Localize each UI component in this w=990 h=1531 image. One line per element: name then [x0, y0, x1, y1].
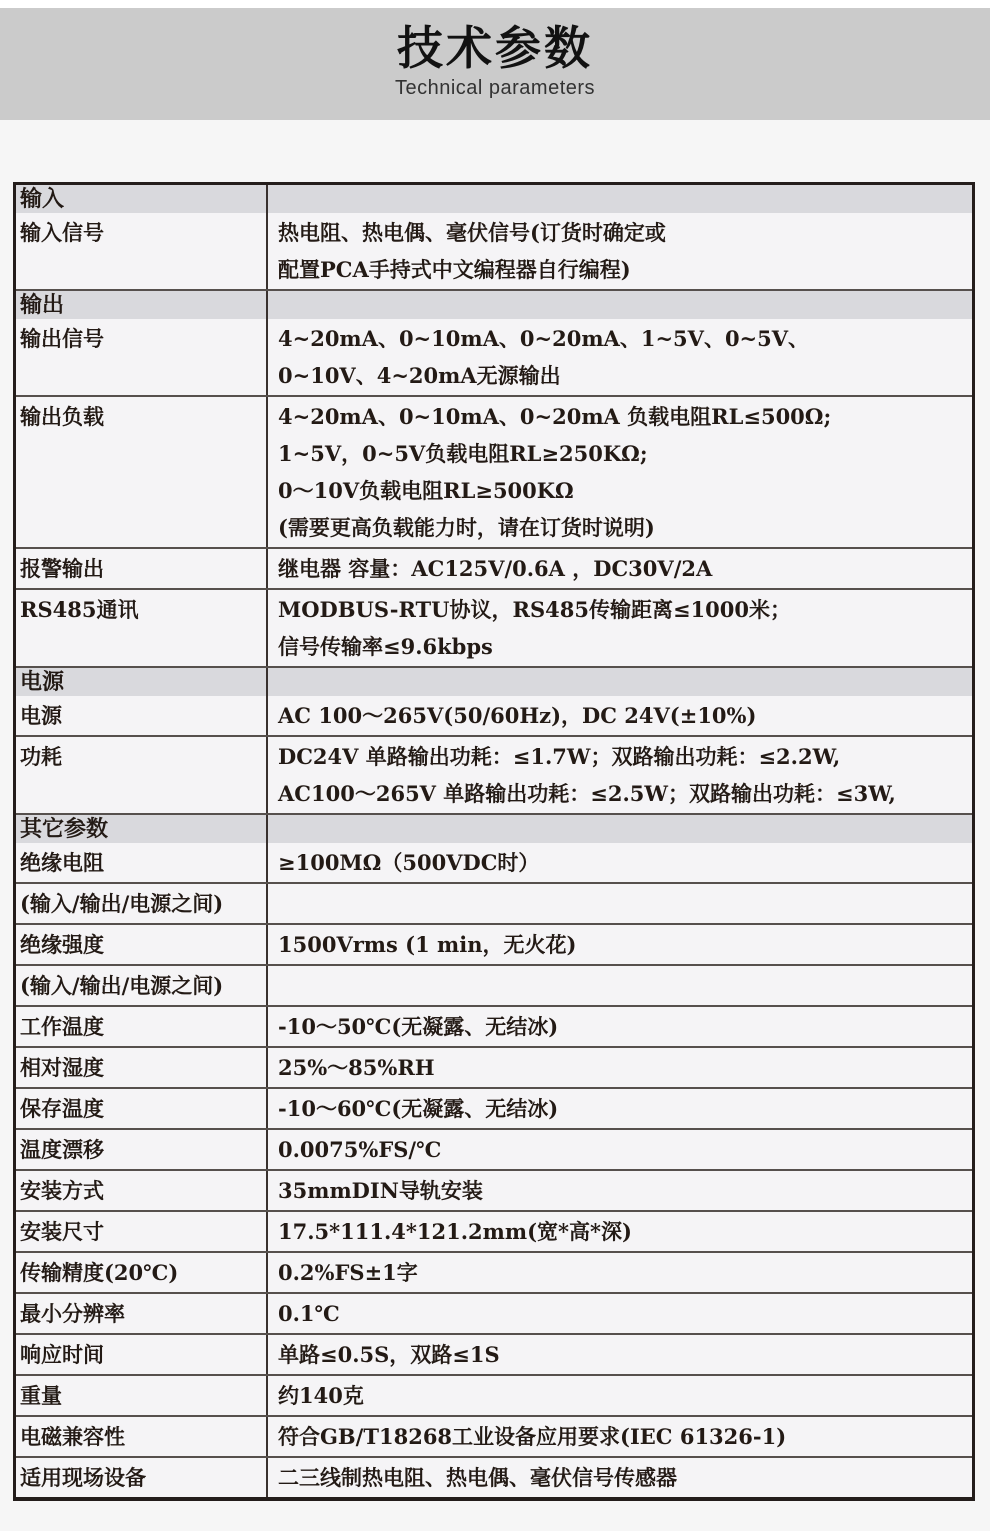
param-value	[268, 925, 972, 964]
param-value-line: 信号传输率≤9.6kbps	[278, 634, 493, 659]
param-value-line: ≥100MΩ（500VDC时）	[278, 850, 540, 875]
param-value	[268, 1458, 972, 1497]
param-label: 重量	[16, 1376, 268, 1415]
page-subtitle: Technical parameters	[394, 77, 596, 99]
section-label: 输入	[16, 185, 268, 213]
param-value	[268, 1253, 972, 1292]
param-label: (输入/输出/电源之间)	[16, 966, 268, 1005]
param-value-line: 单路≤0.5S，双路≤1S	[278, 1342, 500, 1367]
table-row	[16, 696, 972, 737]
param-value-line: 0.0075%FS/℃	[278, 1137, 442, 1162]
param-value-line	[278, 967, 966, 1004]
param-value-line: 0~10V、4~20mA无源输出	[278, 363, 561, 388]
section-label: 电源	[16, 668, 268, 696]
table-row	[16, 319, 972, 397]
param-value-line: 符合GB/T18268工业设备应用要求(IEC 61326-1)	[278, 1424, 787, 1449]
param-value-line: 35mmDIN导轨安装	[278, 1178, 483, 1203]
param-label: 电磁兼容性	[16, 1417, 268, 1456]
param-label: 功耗	[16, 737, 268, 813]
spec-table	[13, 182, 975, 1501]
param-label: 相对湿度	[16, 1048, 268, 1087]
section-value-spacer	[268, 815, 972, 843]
param-value-line: 0～10V负载电阻RL≥500KΩ	[278, 478, 574, 503]
param-label: 绝缘电阻	[16, 843, 268, 882]
section-row	[16, 291, 972, 319]
param-value	[268, 549, 972, 588]
param-value	[268, 1130, 972, 1169]
param-label: 输出负载	[16, 397, 268, 547]
param-label: 报警输出	[16, 549, 268, 588]
table-row	[16, 737, 972, 815]
page-title: 技术参数	[397, 22, 593, 74]
section-value-spacer	[268, 668, 972, 696]
param-label: (输入/输出/电源之间)	[16, 884, 268, 923]
param-value	[268, 696, 972, 735]
param-value-line: 25%～85%RH	[278, 1055, 435, 1080]
table-row	[16, 549, 972, 590]
param-value	[268, 590, 972, 666]
param-label: 响应时间	[16, 1335, 268, 1374]
param-value-line: 二三线制热电阻、热电偶、毫伏信号传感器	[278, 1465, 677, 1490]
param-value	[268, 1171, 972, 1210]
table-row	[16, 590, 972, 668]
param-value-line: 0.2%FS±1字	[278, 1260, 418, 1285]
param-value-line: 17.5*111.4*121.2mm(宽*高*深)	[278, 1219, 632, 1244]
section-value-spacer	[268, 185, 972, 213]
section-row	[16, 815, 972, 843]
param-value	[268, 319, 972, 395]
section-label: 输出	[16, 291, 268, 319]
param-value-line: 4~20mA、0~10mA、0~20mA 负载电阻RL≤500Ω;	[278, 404, 832, 429]
param-value-line: 热电阻、热电偶、毫伏信号(订货时确定或	[278, 220, 666, 245]
param-value	[268, 884, 972, 923]
top-white-strip	[0, 0, 990, 8]
param-value	[268, 1417, 972, 1456]
param-value	[268, 1376, 972, 1415]
param-value	[268, 1048, 972, 1087]
param-value	[268, 213, 972, 289]
table-row	[16, 1417, 972, 1458]
param-value-line: 1~5V，0~5V负载电阻RL≥250KΩ;	[278, 441, 648, 466]
param-label: 安装方式	[16, 1171, 268, 1210]
table-row	[16, 1130, 972, 1171]
param-label: RS485通讯	[16, 590, 268, 666]
param-label: 温度漂移	[16, 1130, 268, 1169]
param-value	[268, 843, 972, 882]
param-value-line: DC24V 单路输出功耗：≤1.7W；双路输出功耗：≤2.2W,	[278, 744, 841, 769]
param-value	[268, 1335, 972, 1374]
section-value-spacer	[268, 291, 972, 319]
table-row	[16, 1007, 972, 1048]
param-value-line: 0.1℃	[278, 1301, 340, 1326]
table-row	[16, 397, 972, 549]
content-area	[0, 120, 990, 1521]
table-row	[16, 1253, 972, 1294]
param-value	[268, 397, 972, 547]
param-label: 保存温度	[16, 1089, 268, 1128]
table-row	[16, 1335, 972, 1376]
table-row	[16, 1171, 972, 1212]
param-label: 电源	[16, 696, 268, 735]
param-value	[268, 1212, 972, 1251]
table-row	[16, 1294, 972, 1335]
param-value-line: -10～60℃(无凝露、无结冰)	[278, 1096, 559, 1121]
param-value-line: AC 100～265V(50/60Hz)，DC 24V(±10%)	[278, 703, 757, 728]
param-value	[268, 966, 972, 1005]
param-label: 输出信号	[16, 319, 268, 395]
param-value	[268, 1007, 972, 1046]
section-label: 其它参数	[16, 815, 268, 843]
table-row	[16, 1089, 972, 1130]
param-value-line: 约140克	[278, 1383, 364, 1408]
param-label: 工作温度	[16, 1007, 268, 1046]
header-banner	[0, 8, 990, 120]
section-row	[16, 185, 972, 213]
table-row	[16, 1212, 972, 1253]
table-row	[16, 925, 972, 966]
param-label: 适用现场设备	[16, 1458, 268, 1497]
param-value-line: 1500Vrms (1 min，无火花)	[278, 932, 577, 957]
table-row	[16, 966, 972, 1007]
param-value-line: MODBUS-RTU协议，RS485传输距离≤1000米；	[278, 597, 791, 622]
table-row	[16, 1048, 972, 1089]
param-value	[268, 1089, 972, 1128]
param-value-line: AC100～265V 单路输出功耗：≤2.5W；双路输出功耗：≤3W,	[278, 781, 896, 806]
param-label: 传输精度(20℃)	[16, 1253, 268, 1292]
param-label: 安装尺寸	[16, 1212, 268, 1251]
param-value	[268, 1294, 972, 1333]
table-row	[16, 1458, 972, 1497]
section-row	[16, 668, 972, 696]
table-row	[16, 1376, 972, 1417]
table-row	[16, 213, 972, 291]
param-value-line: -10～50℃(无凝露、无结冰)	[278, 1014, 559, 1039]
param-label: 输入信号	[16, 213, 268, 289]
table-row	[16, 884, 972, 925]
param-value-line: 配置PCA手持式中文编程器自行编程)	[278, 257, 631, 282]
param-value-line	[278, 885, 966, 922]
param-label: 绝缘强度	[16, 925, 268, 964]
param-value-line: 继电器 容量：AC125V/0.6A ，DC30V/2A	[278, 556, 713, 581]
param-label: 最小分辨率	[16, 1294, 268, 1333]
table-row	[16, 843, 972, 884]
param-value-line: 4~20mA、0~10mA、0~20mA、1~5V、0~5V、	[278, 326, 810, 351]
param-value	[268, 737, 972, 813]
param-value-line: (需要更高负载能力时，请在订货时说明)	[278, 515, 655, 540]
